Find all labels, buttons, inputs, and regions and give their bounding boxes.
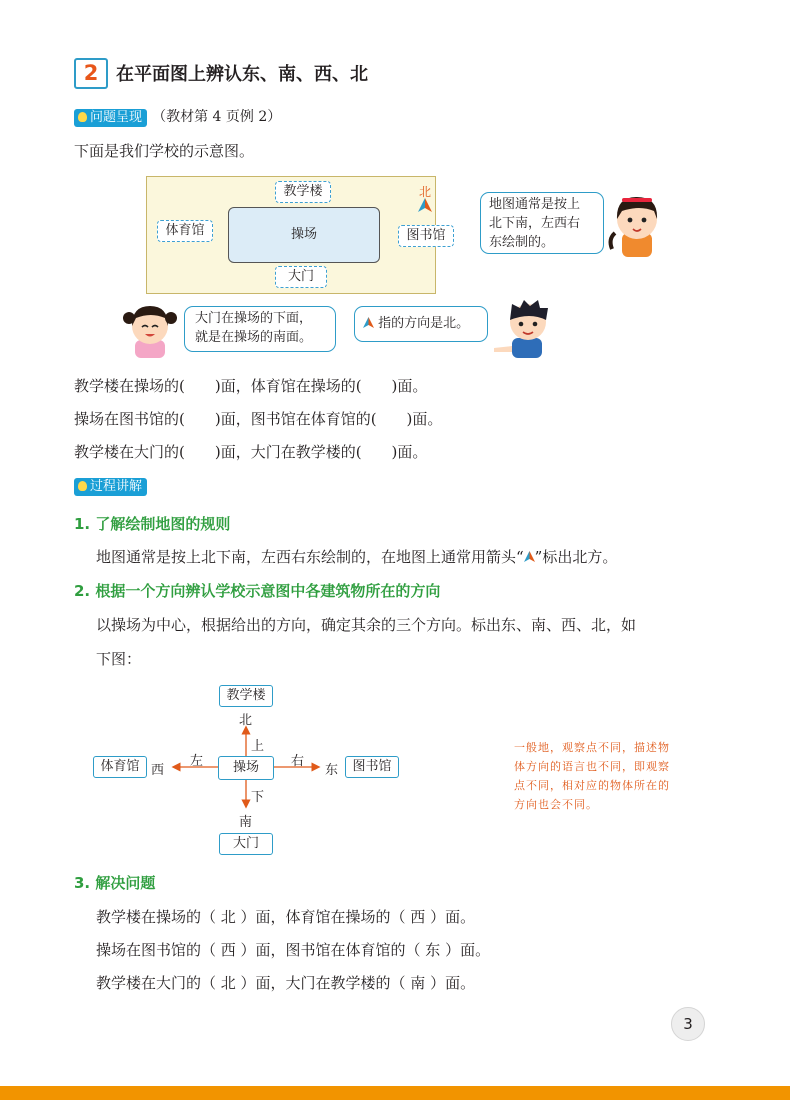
solution-line: 教学楼在操场的（ 北 ）面，体育馆在操场的（ 西 ）面。 <box>96 908 476 926</box>
step1-heading: 1. 了解绘制地图的规则 <box>74 515 231 533</box>
map-playground: 操场 <box>228 207 380 263</box>
bottom-color-bar <box>0 1086 790 1100</box>
lightbulb-icon <box>78 481 87 491</box>
section-title: 在平面图上辨认东、南、西、北 <box>116 64 368 85</box>
side-note <box>514 738 670 814</box>
diagram-down: 下 <box>251 790 265 805</box>
question-line: 教学楼在大门的( )面，大门在教学楼的( )面。 <box>74 443 428 461</box>
diagram-library: 图书馆 <box>345 756 399 778</box>
bubble-line: 北下南，左西右 <box>489 216 581 231</box>
diagram-west: 西 <box>151 763 165 778</box>
bubble-line: 大门在操场的下面， <box>195 311 313 326</box>
map-gym: 体育馆 <box>157 220 213 242</box>
girl-pigtails-illustration <box>118 298 182 358</box>
diagram-south: 南 <box>239 815 253 830</box>
note-line: 点不同，相对应的物体所在的 <box>514 779 670 792</box>
solution-line: 教学楼在大门的（ 北 ）面，大门在教学楼的（ 南 ）面。 <box>96 974 476 992</box>
map-library: 图书馆 <box>398 225 454 247</box>
note-line: 体方向的语言也不同，即观察 <box>514 760 670 773</box>
speech-bubble-map-rule <box>480 192 604 254</box>
bubble-line: 东绘制的。 <box>489 235 555 250</box>
diagram-north: 北 <box>239 713 253 728</box>
solution-line: 操场在图书馆的（ 西 ）面，图书馆在体育馆的（ 东 ）面。 <box>96 941 491 959</box>
diagram-east: 东 <box>325 763 339 778</box>
diagram-left: 左 <box>190 754 204 769</box>
note-line: 方向也会不同。 <box>514 798 598 811</box>
bubble-text: 指的方向是北。 <box>378 316 470 331</box>
diagram-right: 右 <box>291 754 305 769</box>
page-number: 3 <box>671 1007 705 1041</box>
question-line: 操场在图书馆的( )面，图书馆在体育馆的( )面。 <box>74 410 443 428</box>
step2-heading: 2. 根据一个方向辨认学校示意图中各建筑物所在的方向 <box>74 582 441 600</box>
diagram-gym: 体育馆 <box>93 756 147 778</box>
north-arrow-icon <box>418 198 432 212</box>
bubble-line: 就是在操场的南面。 <box>195 330 313 345</box>
diagram-playground: 操场 <box>218 756 274 780</box>
note-line: 一般地，观察点不同，描述物 <box>514 741 670 754</box>
step3-heading: 3. 解决问题 <box>74 874 156 892</box>
step2-line-1: 以操场为中心，根据给出的方向，确定其余的三个方向。标出东、南、西、北，如 <box>96 616 637 634</box>
step2-line-2: 下图： <box>96 650 142 668</box>
map-teaching-building: 教学楼 <box>275 181 331 203</box>
speech-bubble-gate <box>184 306 336 352</box>
diagram-up: 上 <box>251 739 265 754</box>
section-number: 2 <box>74 58 108 89</box>
problem-source: （教材第 4 页例 2） <box>152 109 282 125</box>
problem-header <box>74 106 281 127</box>
problem-tag: 问题呈现 <box>74 109 147 127</box>
boy-character-illustration <box>490 296 560 358</box>
north-arrow-icon <box>524 551 535 562</box>
process-tag: 过程讲解 <box>74 478 147 496</box>
step1-text: 地图通常是按上北下南，左西右东绘制的，在地图上通常用箭头“ ”标出北方。 <box>96 548 618 566</box>
map-gate: 大门 <box>275 266 327 288</box>
diagram-teaching-building: 教学楼 <box>219 685 273 707</box>
problem-intro: 下面是我们学校的示意图。 <box>74 142 255 160</box>
diagram-gate: 大门 <box>219 833 273 855</box>
map-north-label: 北 <box>419 185 432 199</box>
bubble-line: 地图通常是按上 <box>489 197 581 212</box>
question-line: 教学楼在操场的( )面，体育馆在操场的( )面。 <box>74 377 428 395</box>
girl-character-illustration <box>600 189 674 257</box>
north-arrow-icon <box>363 317 374 328</box>
lightbulb-icon <box>78 112 87 122</box>
speech-bubble-north-arrow <box>354 306 488 342</box>
